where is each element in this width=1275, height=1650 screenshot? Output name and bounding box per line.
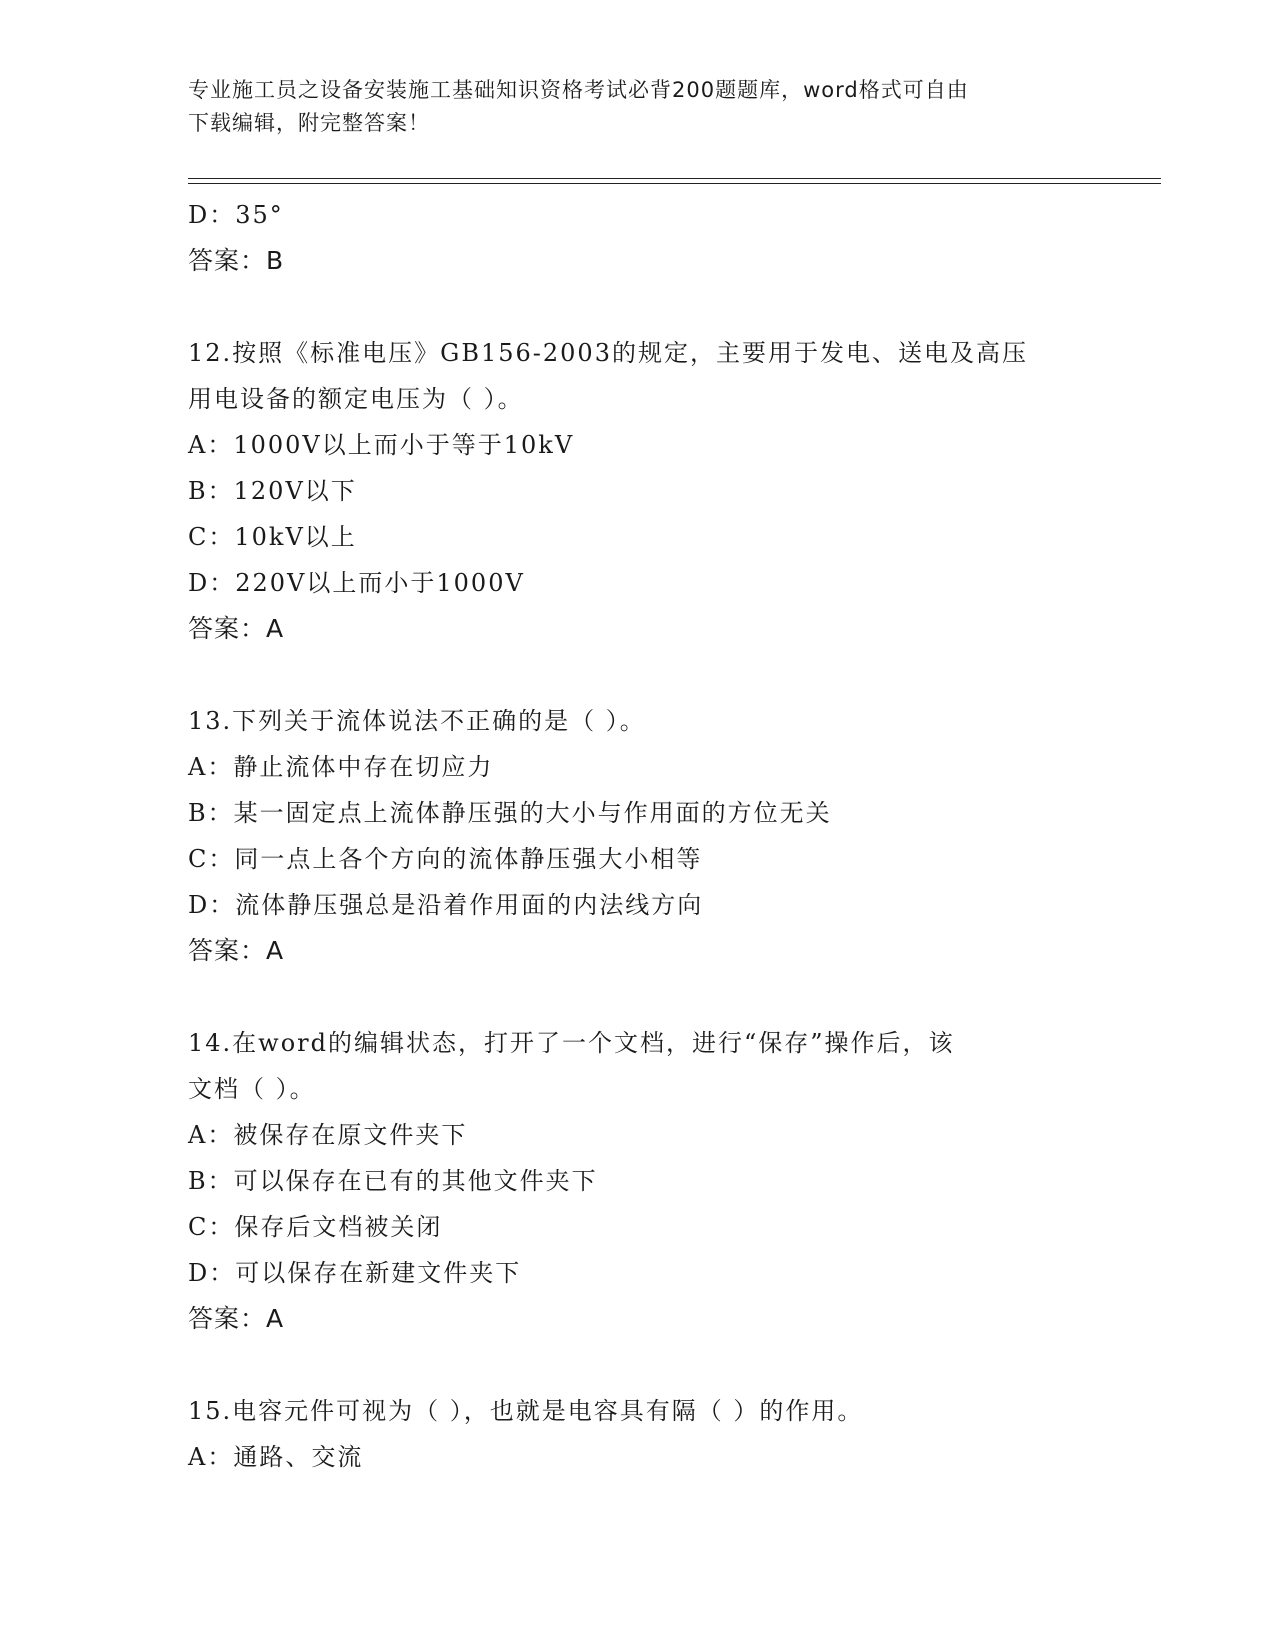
spacer [188,974,1148,1020]
answer-line: 答案：A [188,614,285,643]
option-d: D：35° [188,201,284,229]
option-d: D：220V以上而小于1000V [188,569,525,597]
question-stem: 14.在word的编辑状态，打开了一个文档，进行“保存”操作后，该 [188,1029,955,1057]
spacer [188,1342,1148,1388]
option-a: A：1000V以上而小于等于10kV [188,431,575,459]
option-a: A：静止流体中存在切应力 [188,753,494,781]
answer-line: 答案：A [188,936,285,965]
question-block-13 [188,698,1148,974]
option-b: B：120V以下 [188,477,357,505]
document-body [188,192,1148,1480]
option-c: C：同一点上各个方向的流体静压强大小相等 [188,845,703,873]
spacer [188,284,1148,330]
spacer [188,652,1148,698]
header-line-2: 下载编辑，附完整答案！ [188,111,430,135]
question-stem-continued: 文档（ ）。 [188,1075,316,1103]
question-stem: 15.电容元件可视为（ ），也就是电容具有隔（ ）的作用。 [188,1397,864,1425]
question-block-12 [188,330,1148,652]
answer-line: 答案：A [188,1304,285,1333]
option-a: A：通路、交流 [188,1443,364,1471]
option-d: D：流体静压强总是沿着作用面的内法线方向 [188,891,704,919]
question-stem-continued: 用电设备的额定电压为（ ）。 [188,385,524,413]
option-d: D：可以保存在新建文件夹下 [188,1259,522,1287]
question-block-15 [188,1388,1148,1480]
question-block-14 [188,1020,1148,1342]
question-stem: 12.按照《标准电压》GB156-2003的规定，主要用于发电、送电及高压 [188,339,1028,367]
header-rule-bottom [188,183,1161,184]
option-c: C：保存后文档被关闭 [188,1213,443,1241]
header-rule-top [188,178,1161,179]
option-b: B：可以保存在已有的其他文件夹下 [188,1167,598,1195]
option-c: C：10kV以上 [188,523,357,551]
option-b: B：某一固定点上流体静压强的大小与作用面的方位无关 [188,799,832,827]
question-stem: 13.下列关于流体说法不正确的是（ ）。 [188,707,646,735]
header-line-1: 专业施工员之设备安装施工基础知识资格考试必背200题题库，word格式可自由 [188,78,969,102]
option-a: A：被保存在原文件夹下 [188,1121,468,1149]
answer-line: 答案：B [188,246,285,275]
page-header [188,74,1088,140]
